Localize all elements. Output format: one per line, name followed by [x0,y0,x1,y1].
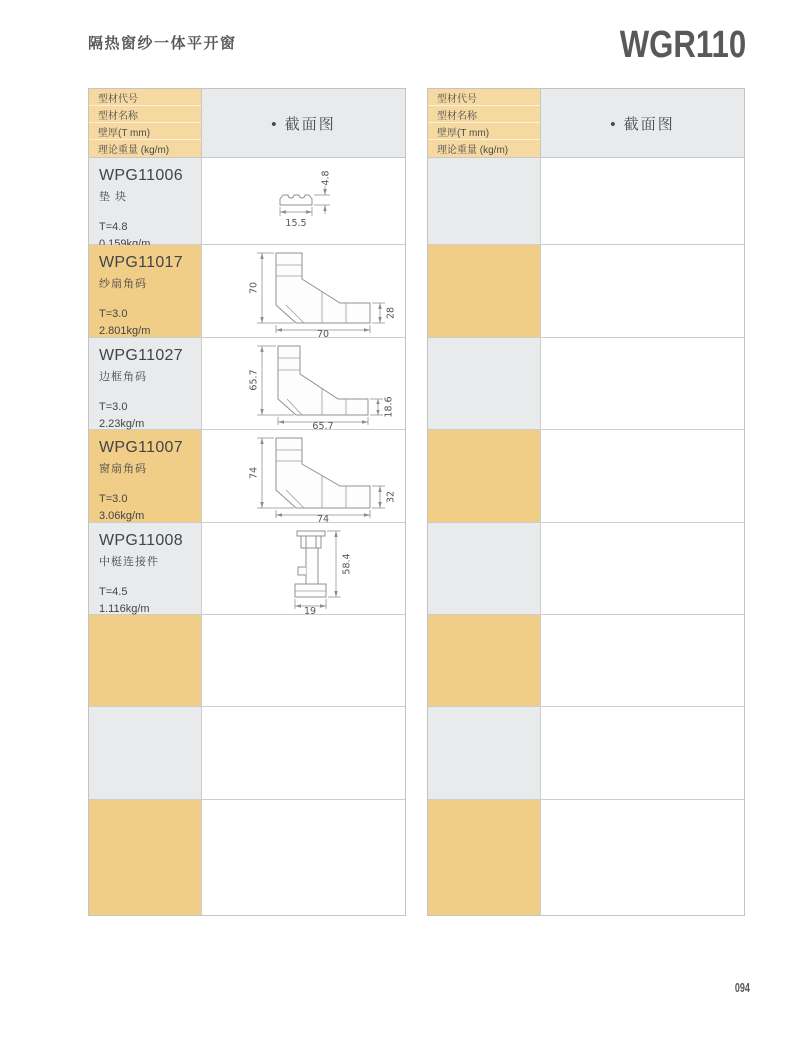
cross-section-cell [540,430,744,522]
page-title: 隔热窗纱一体平开窗 [88,35,237,52]
profile-code: WPG11008 [99,532,183,549]
table-row-empty [428,799,744,915]
profile-info-cell [428,707,540,799]
cross-section-cell [540,800,744,915]
profile-cross-section-diagram [202,523,405,614]
profile-info-cell [428,615,540,706]
cross-section-cell [540,615,744,706]
profile-info-cell [428,338,540,429]
cross-section-cell [540,523,744,614]
cross-section-cell [540,707,744,799]
dimension-label: 74 [248,466,260,479]
dimension-label: 4.8 [320,170,332,186]
profile-cross-section-diagram [202,430,405,522]
profile-code: WPG11006 [99,167,183,184]
profile-info-cell [89,523,201,614]
profile-thickness: T=4.5 [99,586,128,598]
header-wall-thickness: 壁厚(T mm) [428,123,540,140]
profile-info-cell [89,158,201,244]
profile-thickness: T=3.0 [99,401,128,413]
profile-info-cell [89,615,201,706]
cross-section-cell [201,523,405,614]
profile-thickness: T=3.0 [99,493,128,505]
profile-table-right [427,88,745,916]
header-profile-name: 型材名称 [428,106,540,123]
profile-info-cell [428,245,540,337]
table-row-empty [428,244,744,337]
cross-section-cell [540,338,744,429]
profile-thickness: T=3.0 [99,308,128,320]
dimension-label: 74 [316,513,330,522]
dimension-label: 32 [385,490,397,503]
profile-info-cell [428,430,540,522]
profile-weight: 2.23kg/m [99,418,145,431]
table-row-empty [428,429,744,522]
table-row [89,158,405,244]
profile-info-cell [428,158,540,244]
header-profile-name: 型材名称 [89,106,201,123]
dimension-label: 18.6 [383,395,395,418]
table-row [89,337,405,429]
table-row-empty [428,706,744,799]
table-header [89,89,405,158]
profile-name: 垫 块 [99,191,128,203]
dimension-label: 65.7 [312,420,334,429]
header-label-column [89,89,201,157]
profile-info-cell [89,430,201,522]
profile-name: 中梃连接件 [99,556,159,568]
profile-weight: 2.801kg/m [99,325,151,338]
header-cross-section: • 截面图 [540,89,744,157]
profile-cross-section-diagram [202,338,405,429]
dimension-label: 58.4 [341,552,353,575]
profile-cross-section-diagram [202,245,405,337]
dimension-label: 65.7 [248,368,260,391]
profile-info-cell [89,800,201,915]
cross-section-cell [201,707,405,799]
cross-section-cell [201,158,405,244]
profile-info-cell [89,707,201,799]
profile-weight: 3.06kg/m [99,510,145,523]
profile-name: 纱扇角码 [99,278,147,290]
cross-section-cell [201,338,405,429]
header-theoretical-weight: 理论重量 (kg/m) [89,140,201,157]
cross-section-cell [540,158,744,244]
cross-section-cell [201,615,405,706]
header-label-column [428,89,540,157]
dimension-label: 70 [248,281,260,294]
table-row [89,244,405,337]
profile-table-left [88,88,406,916]
table-row-empty [89,799,405,915]
profile-code: WPG11007 [99,439,183,456]
profile-code: WPG11017 [99,254,183,271]
header-profile-code: 型材代号 [89,89,201,106]
header-theoretical-weight: 理论重量 (kg/m) [428,140,540,157]
model-code: WGR110 [619,24,746,66]
header-profile-code: 型材代号 [428,89,540,106]
table-row-empty [428,614,744,706]
header-wall-thickness: 壁厚(T mm) [89,123,201,140]
table-row-empty [89,614,405,706]
cross-section-cell [540,245,744,337]
dimension-label: 70 [316,328,330,337]
profile-cross-section-diagram [202,158,405,244]
profile-thickness: T=4.8 [99,221,128,233]
cross-section-cell [201,800,405,915]
profile-name: 边框角码 [99,371,147,383]
table-row-empty [428,337,744,429]
cross-section-cell [201,430,405,522]
dimension-label: 15.5 [285,218,307,229]
profile-info-cell [89,338,201,429]
dimension-label: 28 [385,306,397,319]
profile-weight: 1.116kg/m [99,603,150,616]
profile-info-cell [89,245,201,337]
page-number: 094 [734,981,750,995]
table-row-empty [428,522,744,614]
table-row-empty [428,158,744,244]
profile-info-cell [428,800,540,915]
header-cross-section: • 截面图 [201,89,405,157]
dimension-label: 19 [303,605,317,614]
profile-name: 窗扇角码 [99,463,147,475]
cross-section-cell [201,245,405,337]
table-header [428,89,744,158]
profile-code: WPG11027 [99,347,183,364]
table-row [89,429,405,522]
table-row-empty [89,706,405,799]
profile-info-cell [428,523,540,614]
table-row [89,522,405,614]
